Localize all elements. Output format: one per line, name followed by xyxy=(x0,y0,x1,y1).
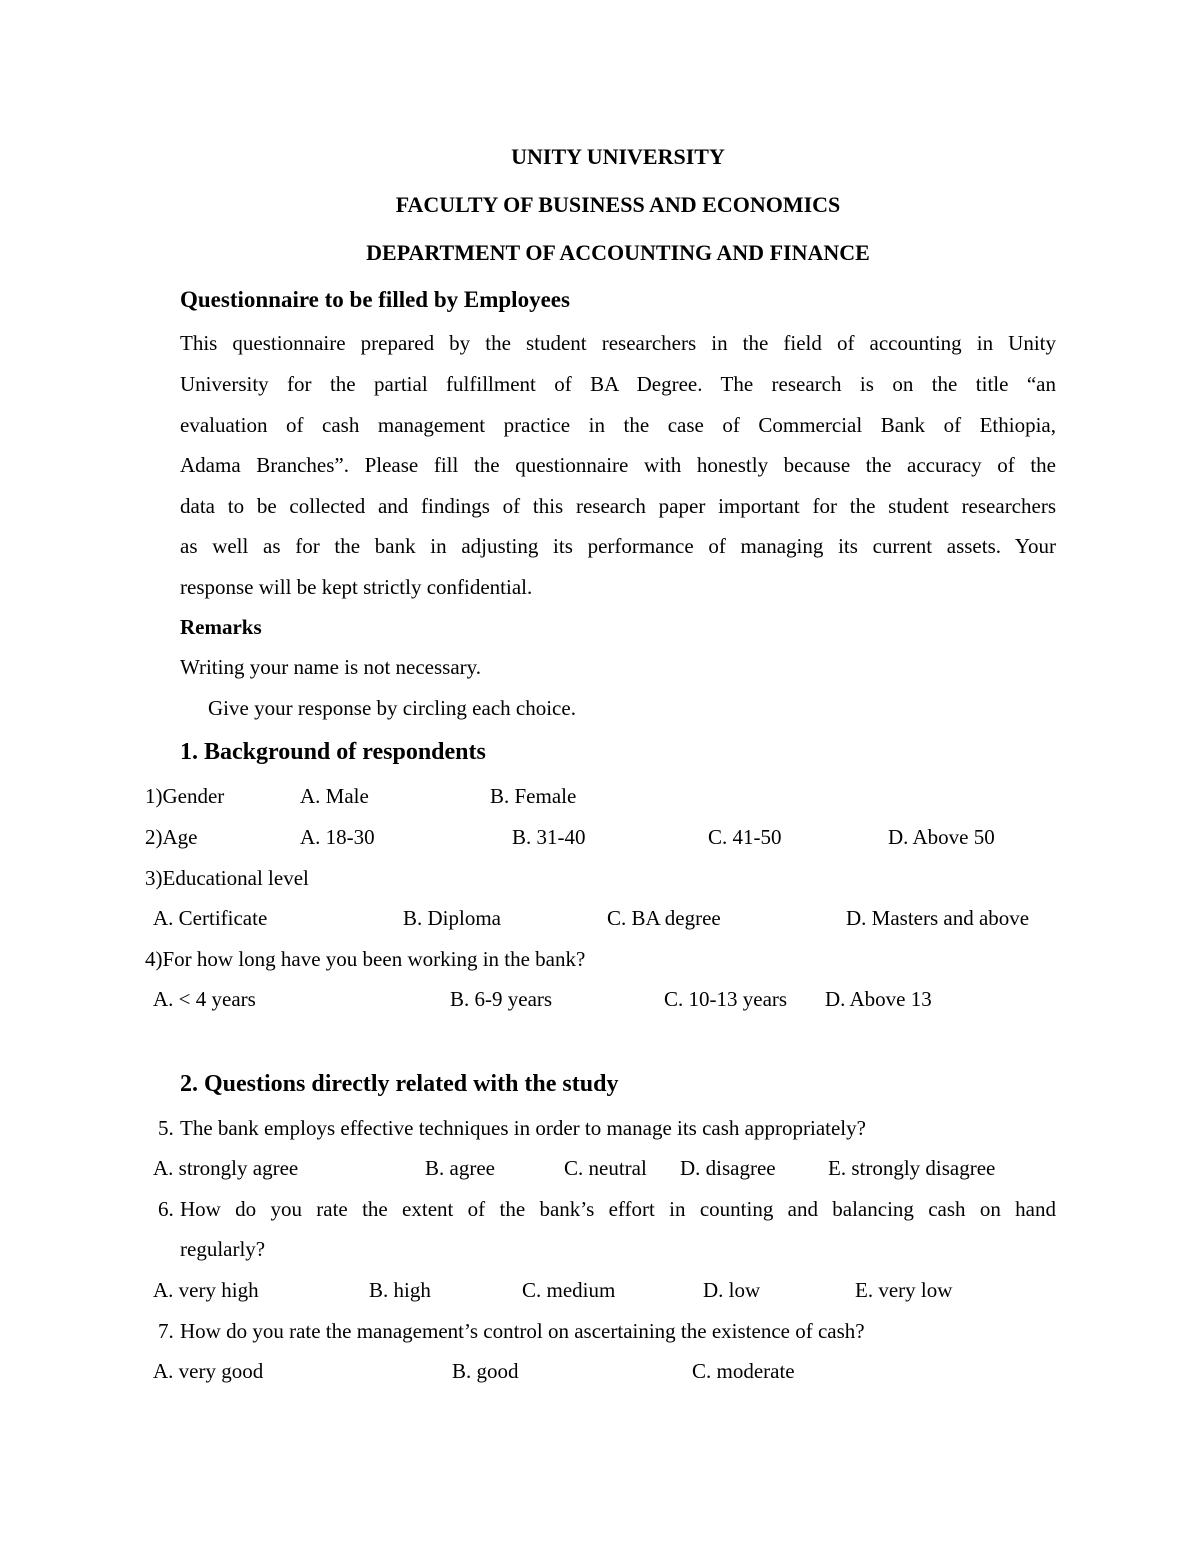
option[interactable]: B. high xyxy=(369,1278,431,1302)
option[interactable]: D. disagree xyxy=(680,1156,776,1180)
question-number: 7. xyxy=(158,1319,174,1343)
option[interactable]: A. Male xyxy=(300,784,369,808)
question-label: 3)Educational level xyxy=(145,866,309,890)
option[interactable]: C. BA degree xyxy=(607,906,721,930)
question-label: 2)Age xyxy=(145,825,198,849)
option[interactable]: D. low xyxy=(703,1278,761,1302)
option[interactable]: E. very low xyxy=(855,1278,953,1302)
option[interactable]: B. Female xyxy=(490,784,577,808)
intro-line: University for the partial fulfillment of BA Degree. The research is on the title “an xyxy=(180,372,1056,396)
question-label: 1)Gender xyxy=(145,784,225,808)
intro-line: data to be collected and findings of this research paper important for the student researchers xyxy=(180,494,1056,518)
intro-line: Adama Branches”. Please fill the questionnaire with honestly because the accuracy of the xyxy=(180,453,1056,477)
intro-line: response will be kept strictly confidential. xyxy=(180,575,533,599)
questionnaire-title: Questionnaire to be filled by Employees xyxy=(180,287,570,312)
option[interactable]: C. moderate xyxy=(692,1359,795,1383)
remarks-line-2: Give your response by circling each choice. xyxy=(208,696,576,720)
option[interactable]: A. 18-30 xyxy=(300,825,375,849)
option[interactable]: D. Above 13 xyxy=(825,987,932,1011)
section-2-title: 2. Questions directly related with the study xyxy=(180,1071,619,1097)
option[interactable]: A. very good xyxy=(153,1359,264,1383)
section-1-title: 1. Background of respondents xyxy=(180,739,486,765)
question-number: 6. xyxy=(158,1197,174,1221)
option[interactable]: B. agree xyxy=(425,1156,495,1180)
option[interactable]: E. strongly disagree xyxy=(828,1156,996,1180)
option[interactable]: D. Above 50 xyxy=(888,825,995,849)
option[interactable]: B. 31-40 xyxy=(512,825,586,849)
option[interactable]: A. strongly agree xyxy=(153,1156,299,1180)
question-number: 5. xyxy=(158,1116,174,1140)
option[interactable]: D. Masters and above xyxy=(846,906,1030,930)
option[interactable]: B. 6-9 years xyxy=(450,987,553,1011)
intro-line: as well as for the bank in adjusting its performance of managing its current assets. Your xyxy=(180,534,1056,558)
question-text: The bank employs effective techniques in order to manage its cash appropriately? xyxy=(180,1116,866,1140)
question-text: How do you rate the extent of the bank’s effort in counting and balancing cash on hand xyxy=(180,1197,1056,1221)
option[interactable]: A. very high xyxy=(153,1278,259,1302)
university-name: UNITY UNIVERSITY xyxy=(511,144,725,169)
question-text-continued: regularly? xyxy=(180,1237,266,1261)
question-text: How do you rate the management’s control on ascertaining the existence of cash? xyxy=(180,1319,865,1343)
intro-line: evaluation of cash management practice in the case of Commercial Bank of Ethiopia, xyxy=(180,413,1056,437)
option[interactable]: C. 10-13 years xyxy=(664,987,788,1011)
department-name: DEPARTMENT OF ACCOUNTING AND FINANCE xyxy=(366,240,870,265)
option[interactable]: B. Diploma xyxy=(403,906,501,930)
faculty-name: FACULTY OF BUSINESS AND ECONOMICS xyxy=(395,192,841,217)
question-label: 4)For how long have you been working in the bank? xyxy=(145,947,586,971)
option[interactable]: C. neutral xyxy=(564,1156,647,1180)
intro-line: This questionnaire prepared by the student researchers in the field of accounting in Unity xyxy=(180,331,1056,355)
option[interactable]: A. Certificate xyxy=(153,906,268,930)
option[interactable]: C. medium xyxy=(522,1278,616,1302)
remarks-line-1: Writing your name is not necessary. xyxy=(180,655,482,679)
remarks-title: Remarks xyxy=(180,615,262,639)
option[interactable]: C. 41-50 xyxy=(708,825,782,849)
option[interactable]: A. < 4 years xyxy=(153,987,256,1011)
option[interactable]: B. good xyxy=(452,1359,519,1383)
